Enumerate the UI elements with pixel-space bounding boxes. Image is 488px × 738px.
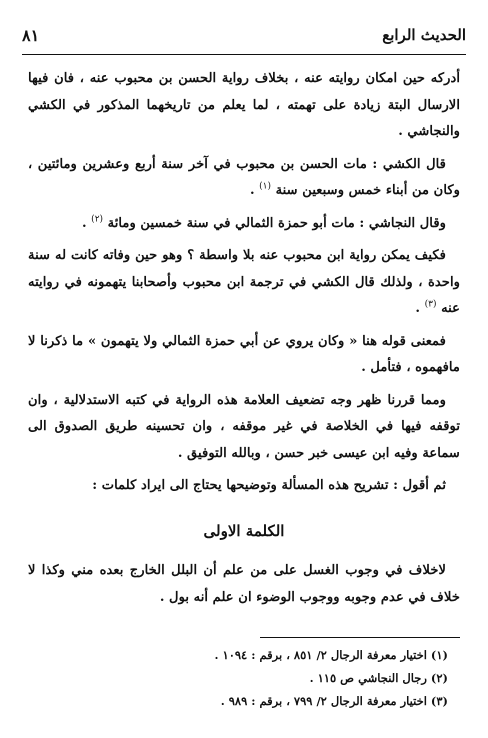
footnotes: [28, 644, 460, 713]
section-title: الكلمة الاولى: [203, 521, 285, 540]
header-divider: [22, 54, 466, 55]
footnote-ref-2: (٢): [91, 214, 104, 225]
footnote-2: (٢) رجال النجاشي ص ١١٥ .: [309, 671, 448, 685]
paragraph-3: [28, 211, 460, 238]
page-header: [22, 22, 466, 48]
footnote-ref-3: (٣): [424, 299, 437, 310]
page-body: [28, 66, 460, 617]
paragraph-2: [28, 152, 460, 205]
footnote-1: (١) اختيار معرفة الرجال ٢/ ٨٥١ ، برقم : ١٠٩٤ .: [214, 648, 448, 662]
paragraph-4: [28, 243, 460, 323]
paragraph-8: لاخلاف في وجوب الغسل على من علم أن البلل الخارج بعده مني وكذا لا خلاف في عدم وجوبه ووجوب الوضوء ان علم أنه بول .: [28, 563, 460, 605]
paragraph-4-end: .: [415, 301, 425, 316]
paragraph-6: ومما قررنا ظهر وجه تضعيف العلامة هذه الرواية في كتبه الاستدلالية ، وان توقفه فيها في الخلاصة في غير موقفه ، وان تحسينه طريق الصدوق الى سماعة وفيه ابن عيسى خبر حسن ، وبالله التوفيق .: [28, 392, 460, 461]
paragraph-2-end: .: [249, 183, 260, 198]
paragraph-4-text: فكيف يمكن رواية ابن محبوب عنه بلا واسطة ؟ وهو حين وفاته كانت له سنة واحدة ، ولذلك قال الكشي في ترجمة ابن محبوب وأصحابنا يتهمونه في روايته عنه: [28, 248, 460, 316]
footnote-3: (٣) اختيار معرفة الرجال ٢/ ٧٩٩ ، برقم : ٩٨٩ .: [220, 694, 448, 708]
footnote-divider: [260, 637, 460, 638]
page-number: ٨١: [22, 25, 40, 45]
footnote-ref-1: (١): [259, 181, 271, 192]
paragraph-3-text: وقال النجاشي : مات أبو حمزة الثمالي في سنة خمسين ومائة: [107, 215, 446, 231]
paragraph-2-text: قال الكشي : مات الحسن بن محبوب في آخر سنة أربع وعشرين ومائتين ، وكان من أبناء خمس وسبعين سنة: [28, 156, 460, 198]
paragraph-1: أدركه حين امكان روايته عنه ، بخلاف رواية الحسن بن محبوب عنه ، فان فيها الارسال البتة زيادة على تهمته ، لما يعلم من تاريخهما المذكور في الكشي والنجاشي .: [28, 71, 460, 139]
paragraph-7: ثم أقول : تشريح هذه المسألة وتوضيحها يحتاج الى ايراد كلمات :: [92, 478, 446, 493]
running-title: الحديث الرابع: [382, 26, 466, 44]
paragraph-3-end: .: [81, 215, 92, 231]
paragraph-5: فمعنى قوله هنا « وكان يروي عن أبي حمزة الثمالي ولا يتهمون » ما ذكرنا لا مافهموه ، فتأمل .: [28, 333, 460, 375]
